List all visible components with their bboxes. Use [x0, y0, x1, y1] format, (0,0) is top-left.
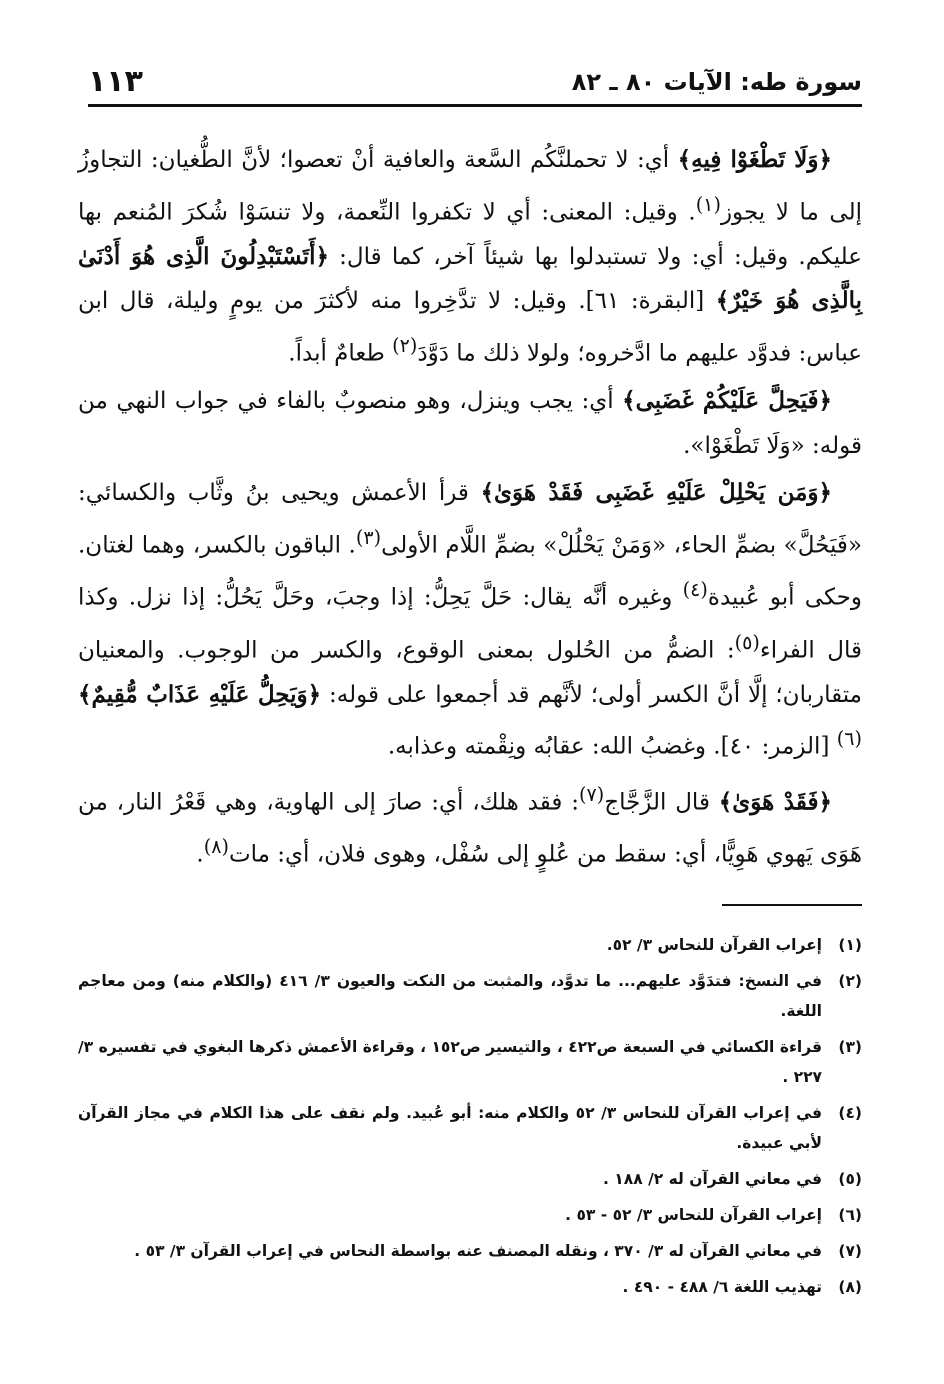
footnote-number: (٤): [838, 1104, 862, 1122]
text-run: وغيره أنَّه يقال: حَلَّ يَحِلُّ: إذا وجبَ، وحَلَّ يَحُلُّ: إذا نزل. وكذا قال الفراء: [78, 584, 863, 664]
footnote-text: في إعراب القرآن للنحاس ٣/ ٥٢ والكلام منه: أبو عُبيد. ولم نقف على هذا الكلام في مجاز القرآن لأبي عبيدة.: [78, 1104, 822, 1152]
footnote: [78, 1164, 862, 1194]
paragraph: [78, 773, 862, 878]
footnote-ref: (٣): [355, 526, 382, 550]
footnote-number: (٢): [838, 972, 862, 990]
footnote: [78, 1236, 862, 1266]
quran-quote: ﴿فَقَدْ هَوَىٰ﴾: [718, 788, 832, 816]
footnote-number: (٥): [838, 1170, 862, 1188]
paragraph: [78, 471, 862, 769]
footnotes: [78, 930, 862, 1308]
paragraph: [78, 379, 862, 468]
text-run: .: [196, 841, 204, 868]
footnote-number: (١): [838, 936, 862, 954]
footnote-ref: (٧): [578, 782, 605, 806]
text-run: أي: يجب وينزل، وهو منصوبٌ بالفاء في جواب النهي من قوله: «وَلَا تَطْغَوْا».: [78, 388, 862, 459]
footnote-number: (٧): [838, 1242, 862, 1260]
footnote-ref: (٦): [836, 727, 862, 751]
footnote-ref: (١): [695, 192, 721, 216]
text-run: [الزمر: ٤٠]. وغضبُ الله: عقابُه ونِقْمته وعذابه.: [387, 734, 837, 761]
footnote-text: في النسخ: فتدَوَّد عليهم... ما تدوَّد، والمثبت من النكت والعيون ٣/ ٤١٦ (والكلام منه) ومن معاجم اللغة.: [78, 972, 822, 1020]
footnote-text: قراءة الكسائي في السبعة ص٤٢٢ ، والتيسير ص١٥٢ ، وقراءة الأعمش ذكرها البغوي في تفسيره ٣/ ٢٢٧ .: [78, 1038, 823, 1086]
quran-quote: ﴿فَيَحِلَّ عَلَيْكُمْ غَضَبِى﴾: [622, 387, 832, 415]
running-title: سورة طه: الآيات ٨٠ ـ ٨٢: [571, 68, 862, 96]
page-number: ١١٣: [88, 64, 143, 99]
footnote: [78, 966, 862, 1026]
footnote: [78, 1098, 862, 1158]
text-run: [البقرة: ٦١]. وقيل: لا تدَّخِروا منه لأكثرَ من يومٍ وليلة، قال ابن عباس: فدوَّد عليهم ما ادَّخروه؛ ولولا ذلك ما دَوَّدَ: [78, 288, 862, 367]
text-run: أي: لا تحملنَّكُم السَّعة والعافية أنْ تعصوا؛ لأنَّ الطُّغيان: التجاوزُ إلى ما لا يجوز: [78, 147, 862, 226]
text-run: . الباقون بالكسر، وهما لغتان. وحكى أبو عُبيدة: [78, 532, 862, 611]
text-run: : فقد هلك، أي: صارَ إلى الهاوية، وهي قَعْرُ النار، من هَوَى يَهوي هَوِيًّا، أي: سقط من عُلوٍ إلى سُفْل، وهوى فلان، أي: مات: [78, 789, 862, 868]
paragraph: [78, 138, 862, 376]
text-run: قرأ الأعمش ويحيى بنُ وثَّاب والكسائي: «فَيَحُلَّ» بضمِّ الحاء، «وَمَنْ يَحْلُلْ» بضمِّ اللَّام الأولى: [78, 480, 862, 559]
footnote: [78, 1272, 862, 1302]
quran-quote: ﴿وَمَن يَحْلِلْ عَلَيْهِ غَضَبِى فَقَدْ هَوَىٰ﴾: [480, 479, 832, 507]
footnote-number: (٣): [838, 1038, 862, 1056]
text-run: طعامٌ أبداً.: [288, 340, 393, 367]
footnote-number: (٦): [838, 1206, 862, 1224]
text-run: قال الزَّجَّاج: [604, 789, 719, 816]
text-run: . وقيل: المعنى: أي لا تكفروا النِّعمة، ولا تنسَوْا شُكرَ المُنعم بها عليكم. وقيل: أي: ولا تستبدلوا بها شيئاً آخر، كما قال:: [78, 199, 862, 270]
footnote-ref: (٤): [682, 578, 708, 602]
footnote-text: إعراب القرآن للنحاس ٣/ ٥٢ - ٥٣ .: [565, 1206, 822, 1224]
footnote: [78, 1200, 862, 1230]
footnote-text: تهذيب اللغة ٦/ ٤٨٨ - ٤٩٠ .: [622, 1278, 822, 1296]
footnote: [78, 1032, 862, 1092]
footnote-ref: (٨): [203, 834, 229, 858]
footnote-number: (٨): [838, 1278, 862, 1296]
main-text: [78, 138, 862, 880]
page-header: [88, 64, 862, 107]
footnote-text: إعراب القرآن للنحاس ٣/ ٥٢.: [606, 936, 822, 954]
footnote-text: في معاني القرآن له ٣/ ٣٧٠ ، ونقله المصنف عنه بواسطة النحاس في إعراب القرآن ٣/ ٥٣ .: [134, 1242, 822, 1260]
footnote-ref: (٥): [734, 630, 760, 654]
footnote-text: في معاني القرآن له ٢/ ١٨٨ .: [603, 1170, 822, 1188]
quran-quote: ﴿وَيَحِلُّ عَلَيْهِ عَذَابٌ مُّقِيمٌ﴾: [78, 680, 322, 708]
footnote-separator: [722, 904, 862, 906]
text-run: : الضمُّ من الحُلول بمعنى الوقوع، والكسر من الوجوب. والمعنيان متقاربان؛ إلَّا أنَّ الكسر أولى؛ لأنَّهم قد أجمعوا على قوله:: [78, 637, 862, 708]
quran-quote: ﴿وَلَا تَطْغَوْا فِيهِ﴾: [677, 146, 832, 173]
quran-quote: ﴿أَتَسْتَبْدِلُونَ الَّذِى هُوَ أَدْنَىٰ بِالَّذِى هُوَ خَيْرٌ﴾: [78, 242, 863, 315]
footnote-ref: (٢): [392, 334, 418, 358]
footnote: [78, 930, 862, 960]
